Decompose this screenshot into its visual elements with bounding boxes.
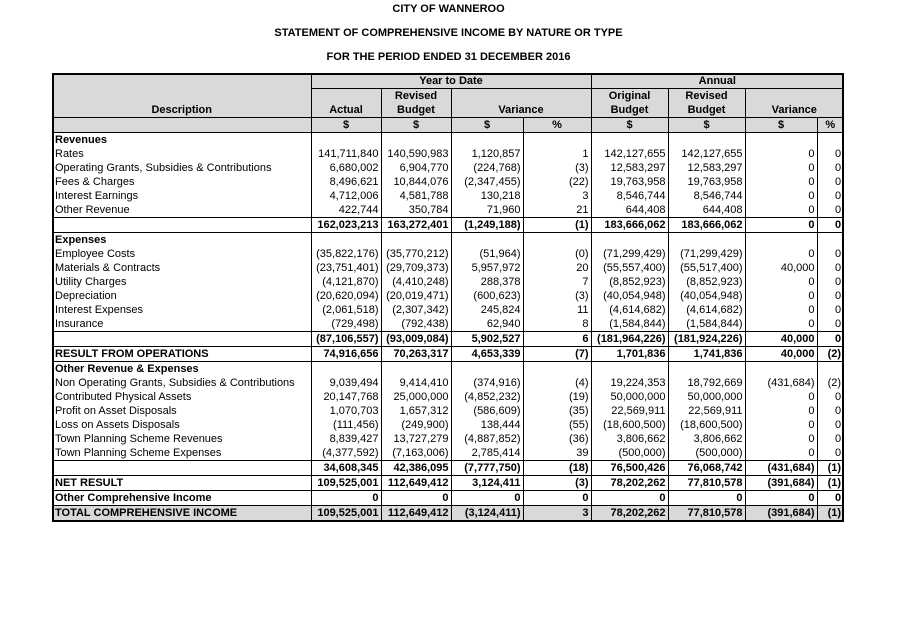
row-value: 3,806,662 [668, 432, 745, 446]
row-value [311, 362, 381, 377]
row-value: 183,666,062 [668, 218, 745, 233]
row-description: Interest Earnings [53, 189, 311, 203]
row-value: 62,940 [451, 317, 523, 332]
row-value: 77,810,578 [668, 476, 745, 491]
row-value: 3,124,411 [451, 476, 523, 491]
subtotal-row [53, 461, 843, 476]
row-value: 19,224,353 [591, 376, 668, 390]
row-value: 3,806,662 [591, 432, 668, 446]
row-value: (20,019,471) [381, 289, 451, 303]
row-value: 130,218 [451, 189, 523, 203]
row-value: 5,957,972 [451, 261, 523, 275]
row-description: Interest Expenses [53, 303, 311, 317]
row-value: 109,525,001 [311, 476, 381, 491]
row-value: (1) [523, 218, 591, 233]
row-value: 350,784 [381, 203, 451, 218]
row-description: Depreciation [53, 289, 311, 303]
unit-label: % [523, 118, 591, 133]
statement-body [53, 133, 843, 521]
row-value: (4,614,682) [591, 303, 668, 317]
row-value [668, 133, 745, 148]
header-revised-annual: Revised [668, 89, 745, 104]
row-value: 0 [834, 275, 842, 288]
row-value: 0 [745, 289, 817, 303]
total-row [53, 347, 843, 362]
total-row [53, 506, 843, 521]
row-value: 12,583,297 [668, 161, 745, 175]
line-item-row [53, 161, 843, 175]
line-item-row [53, 432, 843, 446]
row-value: 0 [817, 332, 843, 347]
row-description: Contributed Physical Assets [53, 390, 311, 404]
row-value: 19,763,958 [668, 175, 745, 189]
row-value: 109,525,001 [311, 506, 381, 521]
row-value [745, 133, 817, 148]
row-value: 1,701,836 [591, 347, 668, 362]
row-value: 5,902,527 [451, 332, 523, 347]
row-value: (374,916) [451, 376, 523, 390]
row-value: (71,299,429) [591, 247, 668, 261]
row-value: 9,414,410 [381, 376, 451, 390]
row-value [451, 133, 523, 148]
header-original-budget: Budget [591, 103, 668, 118]
section-heading-row [53, 362, 843, 377]
header-original: Original [591, 89, 668, 104]
row-value: 163,272,401 [381, 218, 451, 233]
row-value: 19,763,958 [591, 175, 668, 189]
row-value: (1) [817, 476, 843, 491]
row-value: (40,054,948) [668, 289, 745, 303]
row-value: (4,121,870) [311, 275, 381, 289]
row-value: 0 [745, 390, 817, 404]
row-description: Non Operating Grants, Subsidies & Contributions [53, 376, 311, 390]
row-value: 7 [523, 275, 591, 289]
row-value: 140,590,983 [381, 147, 451, 161]
row-value: 0 [745, 303, 817, 317]
row-value: (600,623) [451, 289, 523, 303]
row-value: (249,900) [381, 418, 451, 432]
unit-label: % [817, 118, 843, 133]
row-value: 0 [745, 175, 817, 189]
row-value: (500,000) [668, 446, 745, 461]
row-value: 0 [745, 418, 817, 432]
total-row [53, 491, 843, 506]
row-value: 141,711,840 [311, 147, 381, 161]
row-description: Fees & Charges [53, 175, 311, 189]
row-value: (2) [827, 376, 842, 389]
row-value: (2,307,342) [381, 303, 451, 317]
row-value: (181,924,226) [668, 332, 745, 347]
row-value: 0 [745, 275, 817, 289]
row-value: (4,887,852) [451, 432, 523, 446]
row-value: 138,444 [451, 418, 523, 432]
row-value: (2,061,518) [311, 303, 381, 317]
row-value: 1 [523, 147, 591, 161]
row-value [451, 233, 523, 248]
row-value: 2,785,414 [451, 446, 523, 461]
row-description: Employee Costs [53, 247, 311, 261]
header-blank-actual [311, 89, 381, 104]
header-year-to-date: Year to Date [311, 74, 591, 89]
row-value: 78,202,262 [591, 476, 668, 491]
row-value: 3 [523, 189, 591, 203]
row-value: 0 [745, 161, 817, 175]
row-value: 50,000,000 [668, 390, 745, 404]
row-description [53, 218, 311, 233]
row-value: 40,000 [745, 261, 817, 275]
row-value: 245,824 [451, 303, 523, 317]
row-value: (2) [817, 347, 843, 362]
row-value: 0 [745, 432, 817, 446]
line-item-row [53, 376, 843, 390]
header-budget: Budget [381, 103, 451, 118]
row-description: NET RESULT [53, 476, 311, 491]
row-value: 0 [817, 491, 843, 506]
row-value: 42,386,095 [381, 461, 451, 476]
row-value: (4,410,248) [381, 275, 451, 289]
row-description: Insurance [53, 317, 311, 332]
row-value: 0 [451, 491, 523, 506]
row-value: (181,964,226) [591, 332, 668, 347]
header-annual: Annual [591, 74, 843, 89]
row-value [668, 233, 745, 248]
header-revised: Revised [381, 89, 451, 104]
row-value: 71,960 [451, 203, 523, 218]
row-value: 1,120,857 [451, 147, 523, 161]
row-value: (391,684) [745, 506, 817, 521]
total-row [53, 476, 843, 491]
row-value: 8,546,744 [668, 189, 745, 203]
row-value: (431,684) [745, 461, 817, 476]
row-value [817, 233, 843, 248]
row-value: 6 [523, 332, 591, 347]
row-description: Other Comprehensive Income [53, 491, 311, 506]
header-annual-variance: Variance [771, 103, 817, 116]
row-description: TOTAL COMPREHENSIVE INCOME [53, 506, 311, 521]
row-value: (4) [523, 376, 591, 390]
row-value: 22,569,911 [668, 404, 745, 418]
row-value [591, 362, 668, 377]
row-value: 8,496,621 [311, 175, 381, 189]
row-value: 77,810,578 [668, 506, 745, 521]
row-value [523, 362, 591, 377]
period-title: FOR THE PERIOD ENDED 31 DECEMBER 2016 [326, 51, 571, 63]
row-value: (3,124,411) [451, 506, 523, 521]
row-value: 0 [745, 247, 817, 261]
row-value: 0 [745, 189, 817, 203]
section-heading-row [53, 133, 843, 148]
row-value: 0 [745, 218, 817, 233]
row-value: 142,127,655 [668, 147, 745, 161]
row-value: 0 [834, 247, 842, 260]
row-value: 0 [745, 404, 817, 418]
statement-title: STATEMENT OF COMPREHENSIVE INCOME BY NATURE OR TYPE [274, 27, 623, 39]
row-value: (55) [523, 418, 591, 432]
row-value: (8,852,923) [668, 275, 745, 289]
unit-label: $ [451, 118, 523, 133]
row-value: (55,557,400) [591, 261, 668, 275]
row-value [451, 362, 523, 377]
row-value: (29,709,373) [381, 261, 451, 275]
row-value: 644,408 [591, 203, 668, 218]
row-value: (792,438) [381, 317, 451, 332]
row-value [381, 133, 451, 148]
row-value: 112,649,412 [381, 506, 451, 521]
row-description: Operating Grants, Subsidies & Contributions [53, 161, 311, 175]
row-value: 0 [834, 432, 842, 445]
row-value: (35) [523, 404, 591, 418]
row-value: 1,741,836 [668, 347, 745, 362]
header-description: Description [53, 103, 311, 118]
line-item-row [53, 446, 843, 461]
row-value: 288,378 [451, 275, 523, 289]
row-value: 0 [745, 147, 817, 161]
row-value [311, 233, 381, 248]
row-value: 50,000,000 [591, 390, 668, 404]
row-value: (40,054,948) [591, 289, 668, 303]
row-value: 0 [834, 261, 842, 274]
row-value: 0 [834, 203, 842, 216]
row-value: 76,500,426 [591, 461, 668, 476]
row-value: 0 [311, 491, 381, 506]
row-value: (391,684) [745, 476, 817, 491]
line-item-row [53, 203, 843, 218]
row-value: 20 [523, 261, 591, 275]
line-item-row [53, 418, 843, 432]
header-revised-budget: Budget [668, 103, 745, 118]
row-value: 4,712,006 [311, 189, 381, 203]
line-item-row [53, 289, 843, 303]
row-value: 183,666,062 [591, 218, 668, 233]
row-value: 34,608,345 [311, 461, 381, 476]
row-value: (7) [523, 347, 591, 362]
row-value: 8,839,427 [311, 432, 381, 446]
row-value: (0) [523, 247, 591, 261]
row-value: (55,517,400) [668, 261, 745, 275]
row-description: Loss on Assets Disposals [53, 418, 311, 432]
row-value: 0 [834, 404, 842, 417]
unit-label: $ [381, 118, 451, 133]
row-value: 22,569,911 [591, 404, 668, 418]
row-value [311, 133, 381, 148]
header-actual: Actual [311, 103, 381, 118]
subtotal-row [53, 332, 843, 347]
row-value: 0 [834, 189, 842, 202]
row-value: 1,657,312 [381, 404, 451, 418]
line-item-row [53, 303, 843, 317]
row-description: RESULT FROM OPERATIONS [53, 347, 311, 362]
row-value: (3) [523, 476, 591, 491]
row-value: 4,653,339 [451, 347, 523, 362]
row-value: 70,263,317 [381, 347, 451, 362]
income-statement-table [53, 74, 843, 521]
row-description: Expenses [53, 233, 311, 248]
row-value: (18) [523, 461, 591, 476]
unit-label: $ [591, 118, 668, 133]
line-item-row [53, 147, 843, 161]
row-value: 644,408 [668, 203, 745, 218]
row-value: 0 [834, 175, 842, 188]
row-value: (20,620,094) [311, 289, 381, 303]
entity-title: CITY OF WANNEROO [392, 3, 505, 15]
row-value: (71,299,429) [668, 247, 745, 261]
row-value: 8,546,744 [591, 189, 668, 203]
row-value: 0 [817, 218, 843, 233]
header-blank-2 [53, 89, 311, 104]
row-value: (87,106,557) [311, 332, 381, 347]
row-value: 6,904,770 [381, 161, 451, 175]
row-value: 40,000 [745, 347, 817, 362]
line-item-row [53, 275, 843, 289]
line-item-row [53, 247, 843, 261]
row-value: (8,852,923) [591, 275, 668, 289]
row-value: (7,777,750) [451, 461, 523, 476]
row-description: Town Planning Scheme Revenues [53, 432, 311, 446]
row-description [53, 461, 311, 476]
row-value: 4,581,788 [381, 189, 451, 203]
row-value: 10,844,076 [381, 175, 451, 189]
row-value [523, 133, 591, 148]
row-value: (35,770,212) [381, 247, 451, 261]
row-value: 0 [834, 289, 842, 302]
row-value: (431,684) [745, 376, 817, 390]
row-value: (7,163,006) [381, 446, 451, 461]
row-value: (4,377,592) [311, 446, 381, 461]
row-value: (18,600,500) [668, 418, 745, 432]
row-value [591, 133, 668, 148]
header-variance: Variance [451, 103, 591, 118]
row-value: 0 [834, 303, 842, 316]
row-value [381, 233, 451, 248]
row-value: 8 [523, 317, 591, 332]
row-value: 0 [523, 491, 591, 506]
row-value: 11 [523, 303, 591, 317]
units-row [53, 118, 843, 133]
header-blank [53, 74, 311, 89]
row-value: (1) [817, 506, 843, 521]
row-description: Rates [53, 147, 311, 161]
row-value [745, 233, 817, 248]
subtotal-row [53, 218, 843, 233]
row-value: (3) [523, 161, 591, 175]
row-value: (19) [523, 390, 591, 404]
row-value [668, 362, 745, 377]
row-value: 74,916,656 [311, 347, 381, 362]
row-value: 0 [834, 317, 842, 330]
row-value: (35,822,176) [311, 247, 381, 261]
row-value: (1) [817, 461, 843, 476]
unit-label: $ [311, 118, 381, 133]
section-heading-row [53, 233, 843, 248]
row-value: (23,751,401) [311, 261, 381, 275]
row-value: (3) [523, 289, 591, 303]
line-item-row [53, 189, 843, 203]
row-value: 0 [834, 418, 842, 431]
row-value: (111,456) [311, 418, 381, 432]
row-description: Other Revenue & Expenses [53, 362, 311, 377]
line-item-row [53, 261, 843, 275]
row-value: 0 [834, 446, 842, 459]
row-value: 422,744 [311, 203, 381, 218]
row-value: 0 [668, 491, 745, 506]
unit-label: $ [668, 118, 745, 133]
row-value: 6,680,002 [311, 161, 381, 175]
row-value: 0 [381, 491, 451, 506]
row-value: 12,583,297 [591, 161, 668, 175]
row-description: Town Planning Scheme Expenses [53, 446, 311, 461]
row-value: (36) [523, 432, 591, 446]
row-value [745, 362, 817, 377]
row-value: (2,347,455) [451, 175, 523, 189]
row-value: 0 [834, 147, 842, 160]
row-value: 3 [523, 506, 591, 521]
row-value: 0 [745, 203, 817, 218]
row-value: 78,202,262 [591, 506, 668, 521]
row-value: 20,147,768 [311, 390, 381, 404]
row-value: 142,127,655 [591, 147, 668, 161]
row-value: 162,023,213 [311, 218, 381, 233]
row-value: 0 [745, 491, 817, 506]
row-value [523, 233, 591, 248]
row-value: (18,600,500) [591, 418, 668, 432]
row-value: 0 [591, 491, 668, 506]
row-value: 1,070,703 [311, 404, 381, 418]
row-value: (1,584,844) [591, 317, 668, 332]
row-value: (4,852,232) [451, 390, 523, 404]
line-item-row [53, 175, 843, 189]
row-description: Revenues [53, 133, 311, 148]
row-description [53, 332, 311, 347]
row-value: (586,609) [451, 404, 523, 418]
row-value: (93,009,084) [381, 332, 451, 347]
line-item-row [53, 317, 843, 332]
row-value: 9,039,494 [311, 376, 381, 390]
row-value: 13,727,279 [381, 432, 451, 446]
row-value: 40,000 [745, 332, 817, 347]
row-value [817, 133, 843, 148]
row-description: Utility Charges [53, 275, 311, 289]
row-description: Materials & Contracts [53, 261, 311, 275]
row-value: 0 [834, 390, 842, 403]
row-value: (500,000) [591, 446, 668, 461]
line-item-row [53, 390, 843, 404]
unit-label: $ [745, 118, 817, 133]
row-value: 112,649,412 [381, 476, 451, 491]
row-value [381, 362, 451, 377]
row-value: 76,068,742 [668, 461, 745, 476]
row-value: 39 [523, 446, 591, 461]
row-value: (1,584,844) [668, 317, 745, 332]
row-value: 0 [745, 317, 817, 332]
row-value: (224,768) [451, 161, 523, 175]
row-description: Profit on Asset Disposals [53, 404, 311, 418]
row-value: 18,792,669 [668, 376, 745, 390]
row-value: (1,249,188) [451, 218, 523, 233]
row-value: (4,614,682) [668, 303, 745, 317]
line-item-row [53, 404, 843, 418]
row-value: 25,000,000 [381, 390, 451, 404]
row-value: 21 [523, 203, 591, 218]
row-value: 0 [745, 446, 817, 461]
row-value: 0 [834, 161, 842, 174]
row-value: (51,964) [451, 247, 523, 261]
row-description: Other Revenue [53, 203, 311, 218]
row-value: (729,498) [311, 317, 381, 332]
row-value: (22) [523, 175, 591, 189]
row-value [817, 362, 843, 377]
row-value [591, 233, 668, 248]
